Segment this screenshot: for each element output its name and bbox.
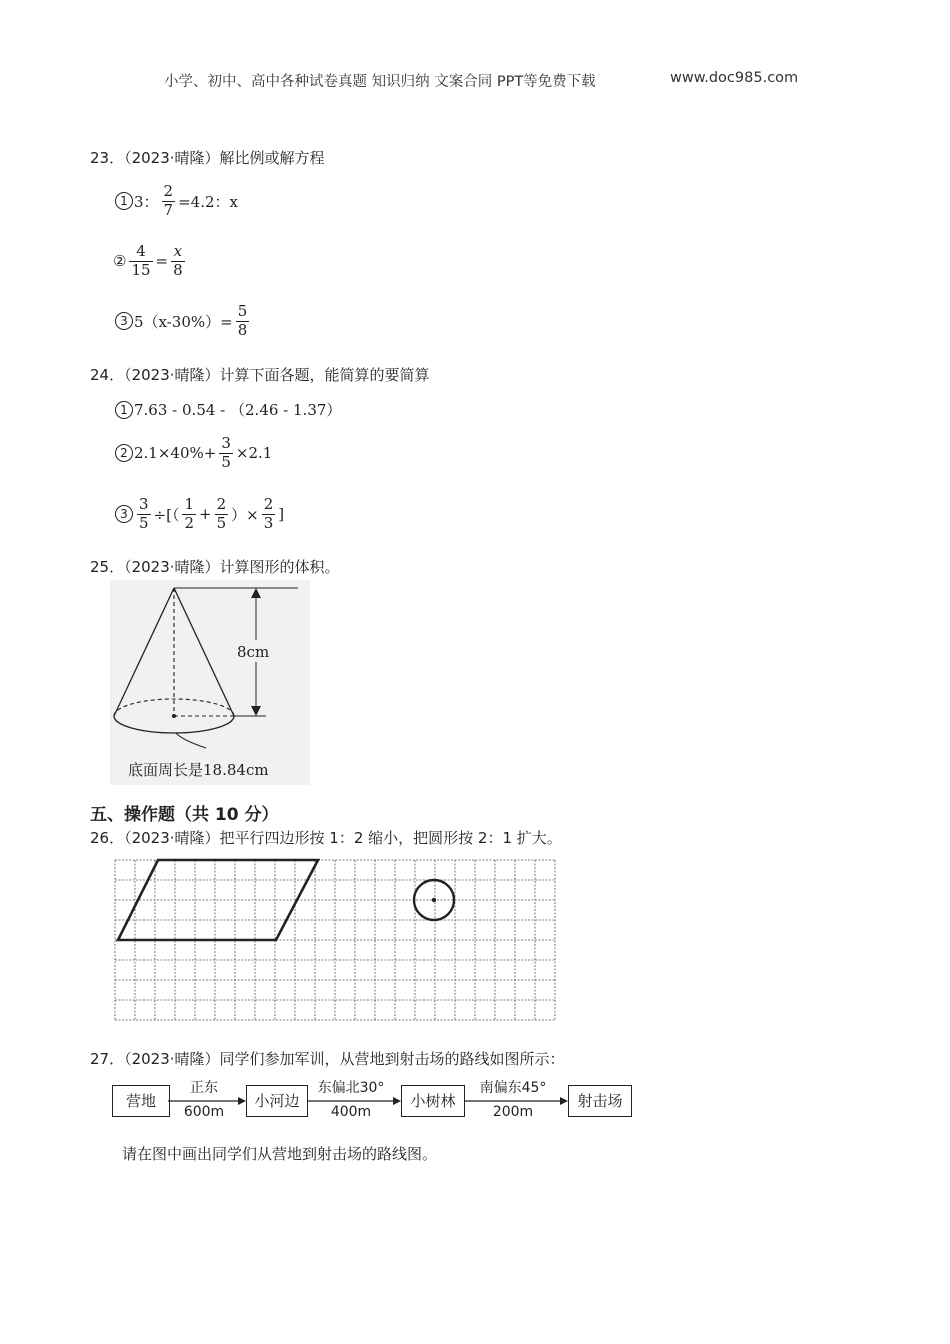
leg3-distance: 200m — [492, 1104, 534, 1120]
fraction: $\frac{2}{7}$ — [163, 182, 174, 219]
height-label: 8cm — [237, 643, 270, 661]
fraction: $\frac{3}{5}$ — [139, 495, 149, 532]
leg2-direction: 东偏北30° — [317, 1080, 385, 1096]
q24-title: 24．（2023·晴隆）计算下面各题，能简算的要简算 — [90, 366, 430, 384]
place-range: 射击场 — [568, 1085, 632, 1117]
grid-figure — [114, 858, 556, 1024]
fraction: $\frac{4}{15}$ — [131, 242, 151, 279]
item-number: 3 — [115, 505, 133, 523]
item-number: 1 — [115, 401, 133, 419]
fraction: $\frac{x}{8}$ — [173, 242, 183, 279]
cone-figure — [110, 580, 310, 785]
q27-title: 27．（2023·晴隆）同学们参加军训，从营地到射击场的路线如图所示： — [90, 1050, 565, 1068]
cone-caption: 底面周长是18.84cm — [128, 761, 269, 779]
place-riverside: 小河边 — [246, 1085, 308, 1117]
leg1-distance: 600m — [183, 1104, 225, 1120]
leg1-direction: 正东 — [190, 1080, 218, 1096]
q26-title: 26．（2023·晴隆）把平行四边形按 1：2 缩小，把圆形按 2：1 扩大。 — [90, 829, 562, 847]
fraction: $\frac{3}{5}$ — [221, 434, 231, 471]
leg2-distance: 400m — [330, 1104, 372, 1120]
item-number: 2 — [115, 444, 133, 462]
item-number: 3 — [115, 312, 133, 330]
header-site-link[interactable]: www.doc985.com — [670, 70, 799, 86]
fraction: $\frac{2}{5}$ — [216, 495, 227, 532]
item-number: 1 — [115, 192, 133, 210]
q23-title: 23．（2023·晴隆）解比例或解方程 — [90, 149, 325, 167]
place-woods: 小树林 — [401, 1085, 465, 1117]
q23-item-2: ② $\frac{4}{15}$ = $\frac{x}{8}$ — [113, 242, 183, 279]
circle-center — [432, 898, 436, 902]
place-camp: 营地 — [112, 1085, 170, 1117]
item-number: ② — [113, 252, 127, 271]
header-text: 小学、初中、高中各种试卷真题 知识归纳 文案合同 PPT等免费下载 — [164, 74, 596, 90]
section-title: 五、操作题（共 10 分） — [90, 805, 279, 825]
q24-item-2: 2 2.1×40%+ $\frac{3}{5}$ ×2.1 — [115, 436, 272, 471]
q27-instruction: 请在图中画出同学们从营地到射击场的路线图。 — [122, 1145, 438, 1163]
q24-item-3: 3 $\frac{3}{5}$ ÷[（ $\frac{1}{2}$ + $\frac{2}{5}$ ）× $\frac{2}{3}$ ] — [115, 497, 284, 532]
q23-item-1: 1 3： $\frac{2}{7}$ =4.2：x — [115, 184, 238, 219]
q23-item-3: 3 5（x-30%）= $\frac{5}{8}$ — [115, 304, 252, 339]
q24-item-1: 1 7.63 - 0.54 - （2.46 - 1.37） — [115, 399, 341, 420]
fraction: $\frac{2}{3}$ — [263, 495, 274, 532]
q25-title: 25．（2023·晴隆）计算图形的体积。 — [90, 558, 340, 576]
fraction: $\frac{5}{8}$ — [237, 302, 248, 339]
fraction: $\frac{1}{2}$ — [184, 495, 195, 532]
leg3-direction: 南偏东45° — [479, 1080, 547, 1096]
